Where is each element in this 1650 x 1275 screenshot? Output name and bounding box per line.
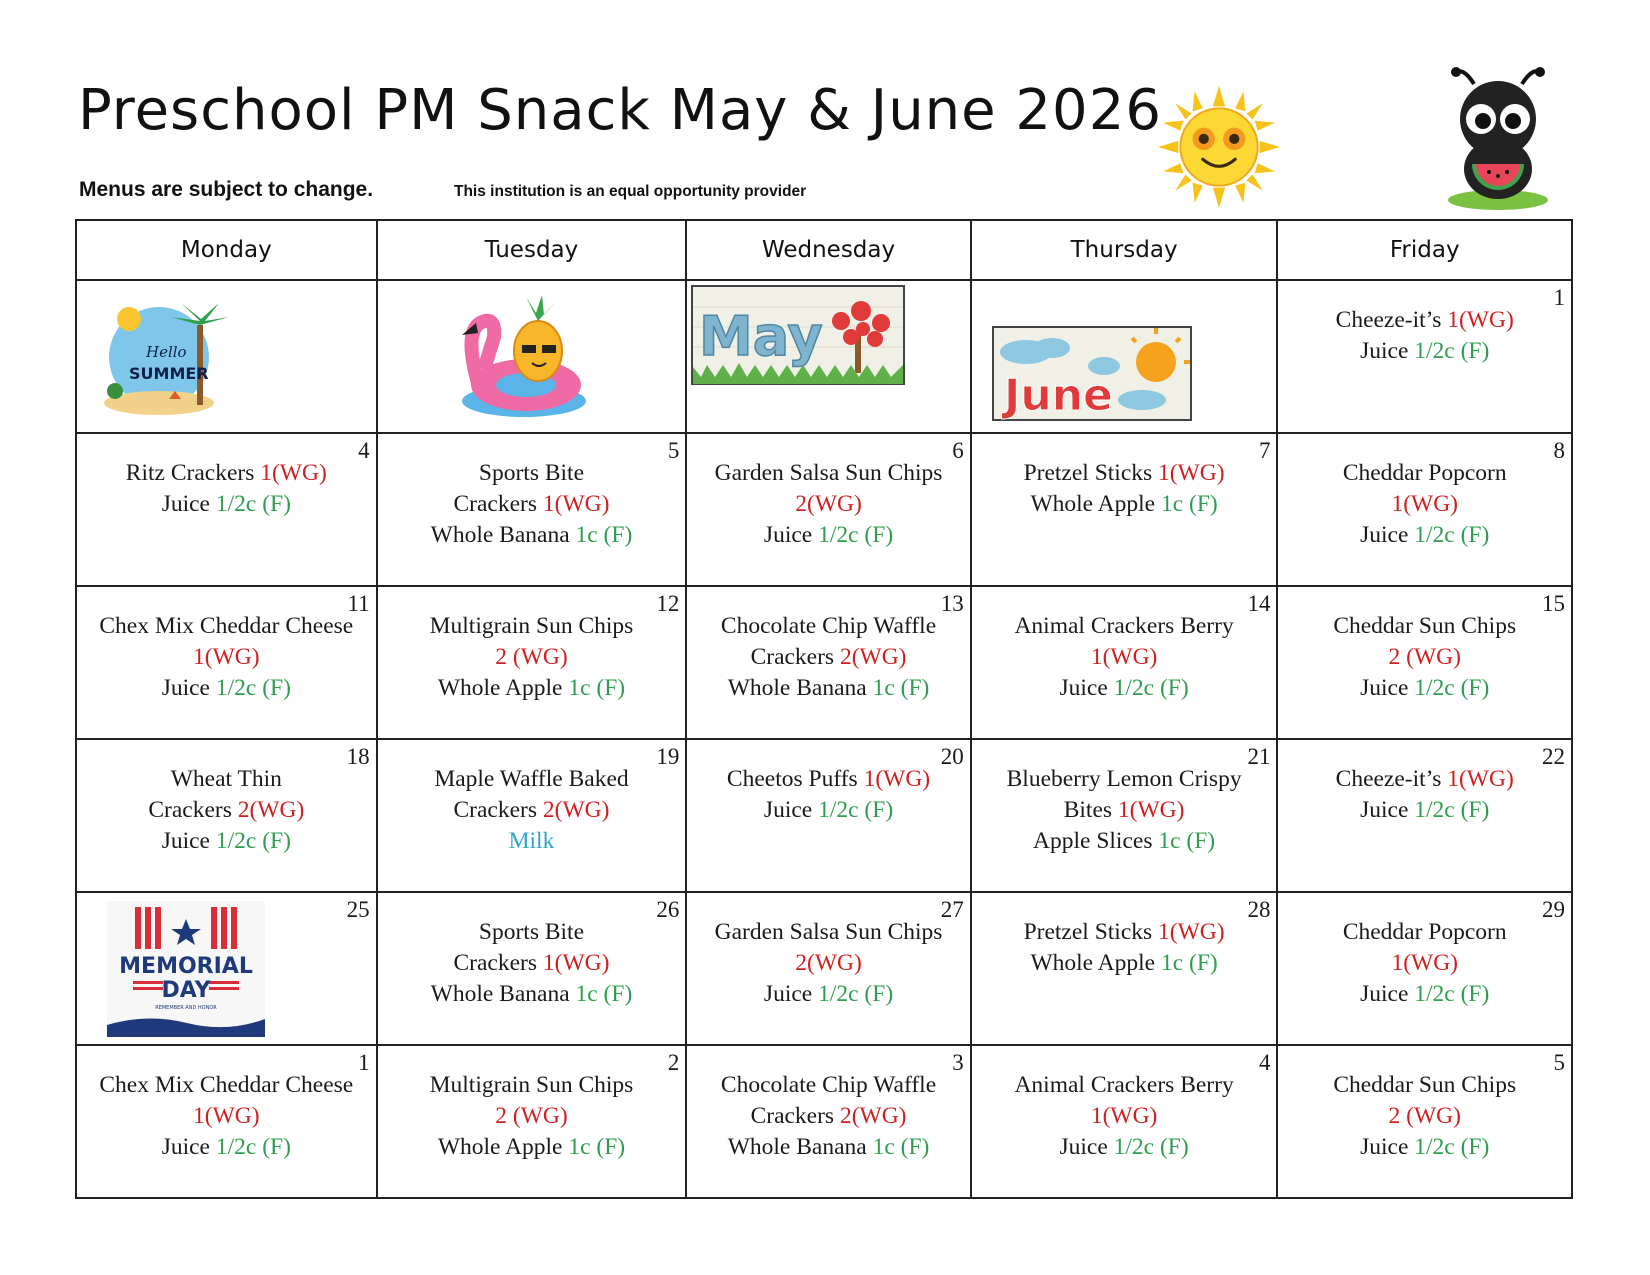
fruit-serving: 1/2c (F) (1414, 797, 1490, 823)
day-number: 7 (1258, 438, 1271, 463)
snack-menu (1278, 893, 1571, 1010)
cell-may-4 (76, 433, 377, 586)
snack-item: Whole Apple (1030, 950, 1161, 976)
cell-jun-2 (377, 1045, 687, 1198)
fruit-serving: 1c (F) (1160, 491, 1218, 517)
snack-menu (687, 893, 969, 1010)
cell-may-28 (971, 892, 1278, 1045)
cell-may-26 (377, 892, 687, 1045)
snack-item: Juice (161, 828, 216, 854)
weekday-tuesday: Tuesday (377, 220, 687, 280)
cell-may-6 (686, 433, 970, 586)
equal-opportunity-note: This institution is an equal opportunity provider (454, 183, 807, 200)
snack-item: Cheddar Sun Chips (1333, 1072, 1517, 1098)
snack-item: Cheddar Sun Chips (1333, 613, 1517, 639)
day-number: 20 (940, 744, 964, 769)
fruit-serving: 1/2c (F) (818, 797, 894, 823)
whole-grain-serving: 1(WG) (1158, 460, 1225, 486)
day-number: 3 (952, 1050, 964, 1075)
snack-item: Juice (1360, 522, 1415, 548)
snack-item: Chex Mix Cheddar Cheese (99, 613, 354, 639)
whole-grain-serving: 1(WG) (542, 491, 610, 517)
fruit-serving: 1c (F) (568, 675, 626, 701)
day-number: 25 (346, 897, 370, 922)
calendar-week-3 (76, 586, 1572, 739)
cell-may-27 (686, 892, 970, 1045)
cell-may-11 (76, 586, 377, 739)
snack-menu (687, 1046, 969, 1163)
snack-menu (1278, 281, 1571, 367)
calendar-week-1 (76, 280, 1572, 433)
day-number: 26 (656, 897, 680, 922)
whole-grain-serving: 1(WG) (1447, 307, 1514, 333)
snack-item: Animal Crackers Berry (1014, 1072, 1234, 1098)
calendar-week-2 (76, 433, 1572, 586)
fruit-serving: 1/2c (F) (1414, 338, 1490, 364)
cell-may-18 (76, 739, 377, 892)
whole-grain-serving: 2 (WG) (495, 644, 568, 670)
cell-may-19 (377, 739, 687, 892)
snack-item: Juice (161, 675, 216, 701)
snack-item: Chocolate Chip Waffle (720, 613, 937, 639)
fruit-serving: 1/2c (F) (1414, 675, 1490, 701)
snack-menu (1278, 740, 1571, 826)
cell-may-22 (1277, 739, 1572, 892)
snack-item: Multigrain Sun Chips (429, 1072, 634, 1098)
whole-grain-serving: 2(WG) (795, 950, 862, 976)
day-text: DAY (161, 978, 211, 1003)
day-number: 5 (667, 438, 680, 463)
snack-item: Juice (1360, 797, 1415, 823)
whole-grain-serving: 1(WG) (542, 950, 610, 976)
whole-grain-serving: 2(WG) (839, 644, 907, 670)
calendar-week-5 (76, 892, 1572, 1045)
snack-menu (972, 1046, 1277, 1163)
weekday-friday: Friday (1277, 220, 1572, 280)
fruit-serving: 1/2c (F) (1113, 675, 1189, 701)
calendar-week-4 (76, 739, 1572, 892)
may-banner-text: May (699, 305, 824, 368)
fruit-serving: 1/2c (F) (215, 491, 291, 517)
snack-menu (1278, 1046, 1571, 1163)
day-number: 15 (1542, 591, 1565, 616)
cell-art-june-banner (971, 280, 1278, 433)
whole-grain-serving: 1(WG) (260, 460, 327, 486)
day-number: 21 (1247, 744, 1271, 769)
snack-item: Juice (763, 981, 819, 1007)
snack-item: Crackers (453, 797, 543, 823)
snack-item: Juice (1059, 1134, 1114, 1160)
snack-menu (972, 893, 1277, 979)
fruit-serving: 1/2c (F) (215, 1134, 291, 1160)
snack-item: Whole Apple (1030, 491, 1161, 517)
whole-grain-serving: 1(WG) (863, 766, 931, 792)
snack-item: Sports Bite (478, 919, 585, 945)
day-number: 29 (1542, 897, 1565, 922)
snack-item: Whole Banana (430, 981, 576, 1007)
snack-item: Garden Salsa Sun Chips (714, 460, 943, 486)
snack-item: Cheetos Puffs (726, 766, 864, 792)
snack-menu (378, 587, 686, 704)
snack-item: Blueberry Lemon Crispy (1006, 766, 1242, 792)
day-number: 2 (667, 1050, 680, 1075)
hello-text: Hello (146, 343, 187, 361)
snack-item: Cheeze-it’s (1335, 307, 1448, 333)
whole-grain-serving: 2 (WG) (495, 1103, 568, 1129)
day-number: 8 (1553, 438, 1565, 463)
fruit-serving: 1c (F) (872, 675, 930, 701)
menu-change-note: Menus are subject to change. (79, 178, 374, 201)
day-number: 1 (358, 1050, 370, 1075)
cell-may-7 (971, 433, 1278, 586)
snack-item: Juice (763, 522, 819, 548)
cell-may-15 (1277, 586, 1572, 739)
whole-grain-serving: 1(WG) (193, 644, 260, 670)
snack-menu (77, 740, 376, 857)
fruit-serving: 1/2c (F) (1414, 1134, 1490, 1160)
cell-art-may-banner (686, 280, 970, 433)
snack-item: Whole Apple (437, 1134, 569, 1160)
whole-grain-serving: 1(WG) (1447, 766, 1514, 792)
memorial-text: MEMORIAL (119, 954, 253, 979)
snack-menu (972, 587, 1277, 704)
snack-item: Crackers (148, 797, 238, 823)
whole-grain-serving: 2 (WG) (1388, 644, 1461, 670)
weekday-wednesday: Wednesday (686, 220, 970, 280)
snack-item: Crackers (453, 950, 543, 976)
day-number: 4 (1258, 1050, 1271, 1075)
snack-item: Ritz Crackers (125, 460, 261, 486)
snack-item: Juice (1360, 981, 1415, 1007)
june-banner-image (992, 326, 1192, 421)
cell-may-13 (686, 586, 970, 739)
weekday-header-row (76, 220, 1572, 280)
snack-item: Bites (1063, 797, 1118, 823)
snack-item: Juice (161, 1134, 216, 1160)
snack-item: Pretzel Sticks (1023, 919, 1159, 945)
weekday-monday: Monday (76, 220, 377, 280)
snack-item: Whole Apple (437, 675, 569, 701)
cell-may-29 (1277, 892, 1572, 1045)
day-number: 4 (358, 438, 370, 463)
calendar-week-6 (76, 1045, 1572, 1198)
day-number: 27 (940, 897, 964, 922)
snack-item: Maple Waffle Baked (434, 766, 629, 792)
whole-grain-serving: 1(WG) (1117, 797, 1185, 823)
cell-may-20 (686, 739, 970, 892)
day-number: 11 (347, 591, 370, 616)
snack-item: Chocolate Chip Waffle (720, 1072, 937, 1098)
memorial-tagline: REMEMBER AND HONOR (155, 1005, 217, 1011)
snack-item: Cheddar Popcorn (1342, 460, 1507, 486)
snack-item: Juice (1360, 1134, 1415, 1160)
whole-grain-serving: 1(WG) (1090, 1103, 1158, 1129)
snack-item: Whole Banana (727, 675, 873, 701)
snack-item: Whole Banana (430, 522, 576, 548)
day-number: 22 (1542, 744, 1565, 769)
fruit-serving: 1/2c (F) (215, 828, 291, 854)
cell-jun-1 (76, 1045, 377, 1198)
snack-item: Cheeze-it’s (1335, 766, 1448, 792)
summer-text: SUMMER (129, 364, 209, 383)
fruit-serving: 1c (F) (575, 981, 633, 1007)
whole-grain-serving: 1(WG) (1090, 644, 1158, 670)
day-number: 14 (1247, 591, 1271, 616)
snack-menu (77, 587, 376, 704)
snack-item: Wheat Thin (170, 766, 282, 792)
sun-icon (1158, 86, 1280, 208)
june-banner-text: June (1003, 370, 1113, 421)
cell-may-25 (76, 892, 377, 1045)
snack-item: Whole Banana (727, 1134, 873, 1160)
memorial-day-image (107, 901, 265, 1037)
cell-jun-4 (971, 1045, 1278, 1198)
snack-item: Chex Mix Cheddar Cheese (99, 1072, 354, 1098)
cell-may-12 (377, 586, 687, 739)
day-number: 1 (1553, 285, 1565, 310)
fruit-serving: 1c (F) (1160, 950, 1218, 976)
day-number: 6 (952, 438, 964, 463)
fruit-serving: 1c (F) (1158, 828, 1216, 854)
snack-menu (77, 1046, 376, 1163)
day-number: 19 (656, 744, 680, 769)
cell-may-14 (971, 586, 1278, 739)
calendar-grid (75, 219, 1573, 1199)
fruit-serving: 1/2c (F) (1414, 522, 1490, 548)
may-banner-image (691, 285, 905, 385)
snack-item: Multigrain Sun Chips (429, 613, 634, 639)
whole-grain-serving: 2(WG) (542, 797, 610, 823)
snack-item: Juice (1059, 675, 1114, 701)
snack-item: Sports Bite (478, 460, 585, 486)
day-number: 28 (1247, 897, 1271, 922)
snack-item: Cheddar Popcorn (1342, 919, 1507, 945)
whole-grain-serving: 2(WG) (237, 797, 305, 823)
whole-grain-serving: 2 (WG) (1388, 1103, 1461, 1129)
page-title: Preschool PM Snack May & June 2026 (78, 78, 1162, 143)
whole-grain-serving: 1(WG) (1391, 950, 1458, 976)
snack-item: Animal Crackers Berry (1014, 613, 1234, 639)
fruit-serving: 1/2c (F) (215, 675, 291, 701)
snack-menu (687, 434, 969, 551)
cell-may-21 (971, 739, 1278, 892)
snack-menu (972, 434, 1277, 520)
hello-summer-image (101, 295, 231, 420)
snack-menu (378, 1046, 686, 1163)
snack-menu (378, 434, 686, 551)
fruit-serving: 1c (F) (568, 1134, 626, 1160)
cell-may-1 (1277, 280, 1572, 433)
cell-art-hello-summer (76, 280, 377, 433)
snack-item: Crackers (453, 491, 543, 517)
ant-watermelon-icon (1434, 64, 1562, 214)
cell-jun-3 (686, 1045, 970, 1198)
cell-may-8 (1277, 433, 1572, 586)
cell-may-5 (377, 433, 687, 586)
whole-grain-serving: 1(WG) (1391, 491, 1458, 517)
day-number: 13 (940, 591, 964, 616)
fruit-serving: 1/2c (F) (818, 981, 894, 1007)
snack-menu (378, 740, 686, 857)
whole-grain-serving: 2(WG) (795, 491, 862, 517)
flamingo-float-image (456, 293, 591, 423)
snack-menu (1278, 587, 1571, 704)
snack-item: Crackers (750, 644, 840, 670)
snack-menu (687, 740, 969, 826)
snack-menu (687, 587, 969, 704)
snack-menu (77, 434, 376, 520)
whole-grain-serving: 1(WG) (1158, 919, 1225, 945)
snack-item: Juice (161, 491, 216, 517)
snack-item: Juice (763, 797, 819, 823)
whole-grain-serving: 2(WG) (839, 1103, 907, 1129)
snack-menu (972, 740, 1277, 857)
snack-item: Juice (1360, 338, 1415, 364)
snack-item: Juice (1360, 675, 1415, 701)
fruit-serving: 1/2c (F) (1113, 1134, 1189, 1160)
snack-item: Crackers (750, 1103, 840, 1129)
weekday-thursday: Thursday (971, 220, 1278, 280)
cell-jun-5 (1277, 1045, 1572, 1198)
snack-item: Pretzel Sticks (1023, 460, 1159, 486)
fruit-serving: 1c (F) (872, 1134, 930, 1160)
snack-item: Garden Salsa Sun Chips (714, 919, 943, 945)
milk-serving: Milk (508, 828, 555, 854)
day-number: 12 (656, 591, 680, 616)
fruit-serving: 1c (F) (575, 522, 633, 548)
fruit-serving: 1/2c (F) (818, 522, 894, 548)
snack-menu (378, 893, 686, 1010)
fruit-serving: 1/2c (F) (1414, 981, 1490, 1007)
day-number: 18 (346, 744, 370, 769)
whole-grain-serving: 1(WG) (193, 1103, 260, 1129)
cell-art-flamingo (377, 280, 687, 433)
snack-item: Apple Slices (1033, 828, 1159, 854)
snack-menu (1278, 434, 1571, 551)
day-number: 5 (1553, 1050, 1565, 1075)
